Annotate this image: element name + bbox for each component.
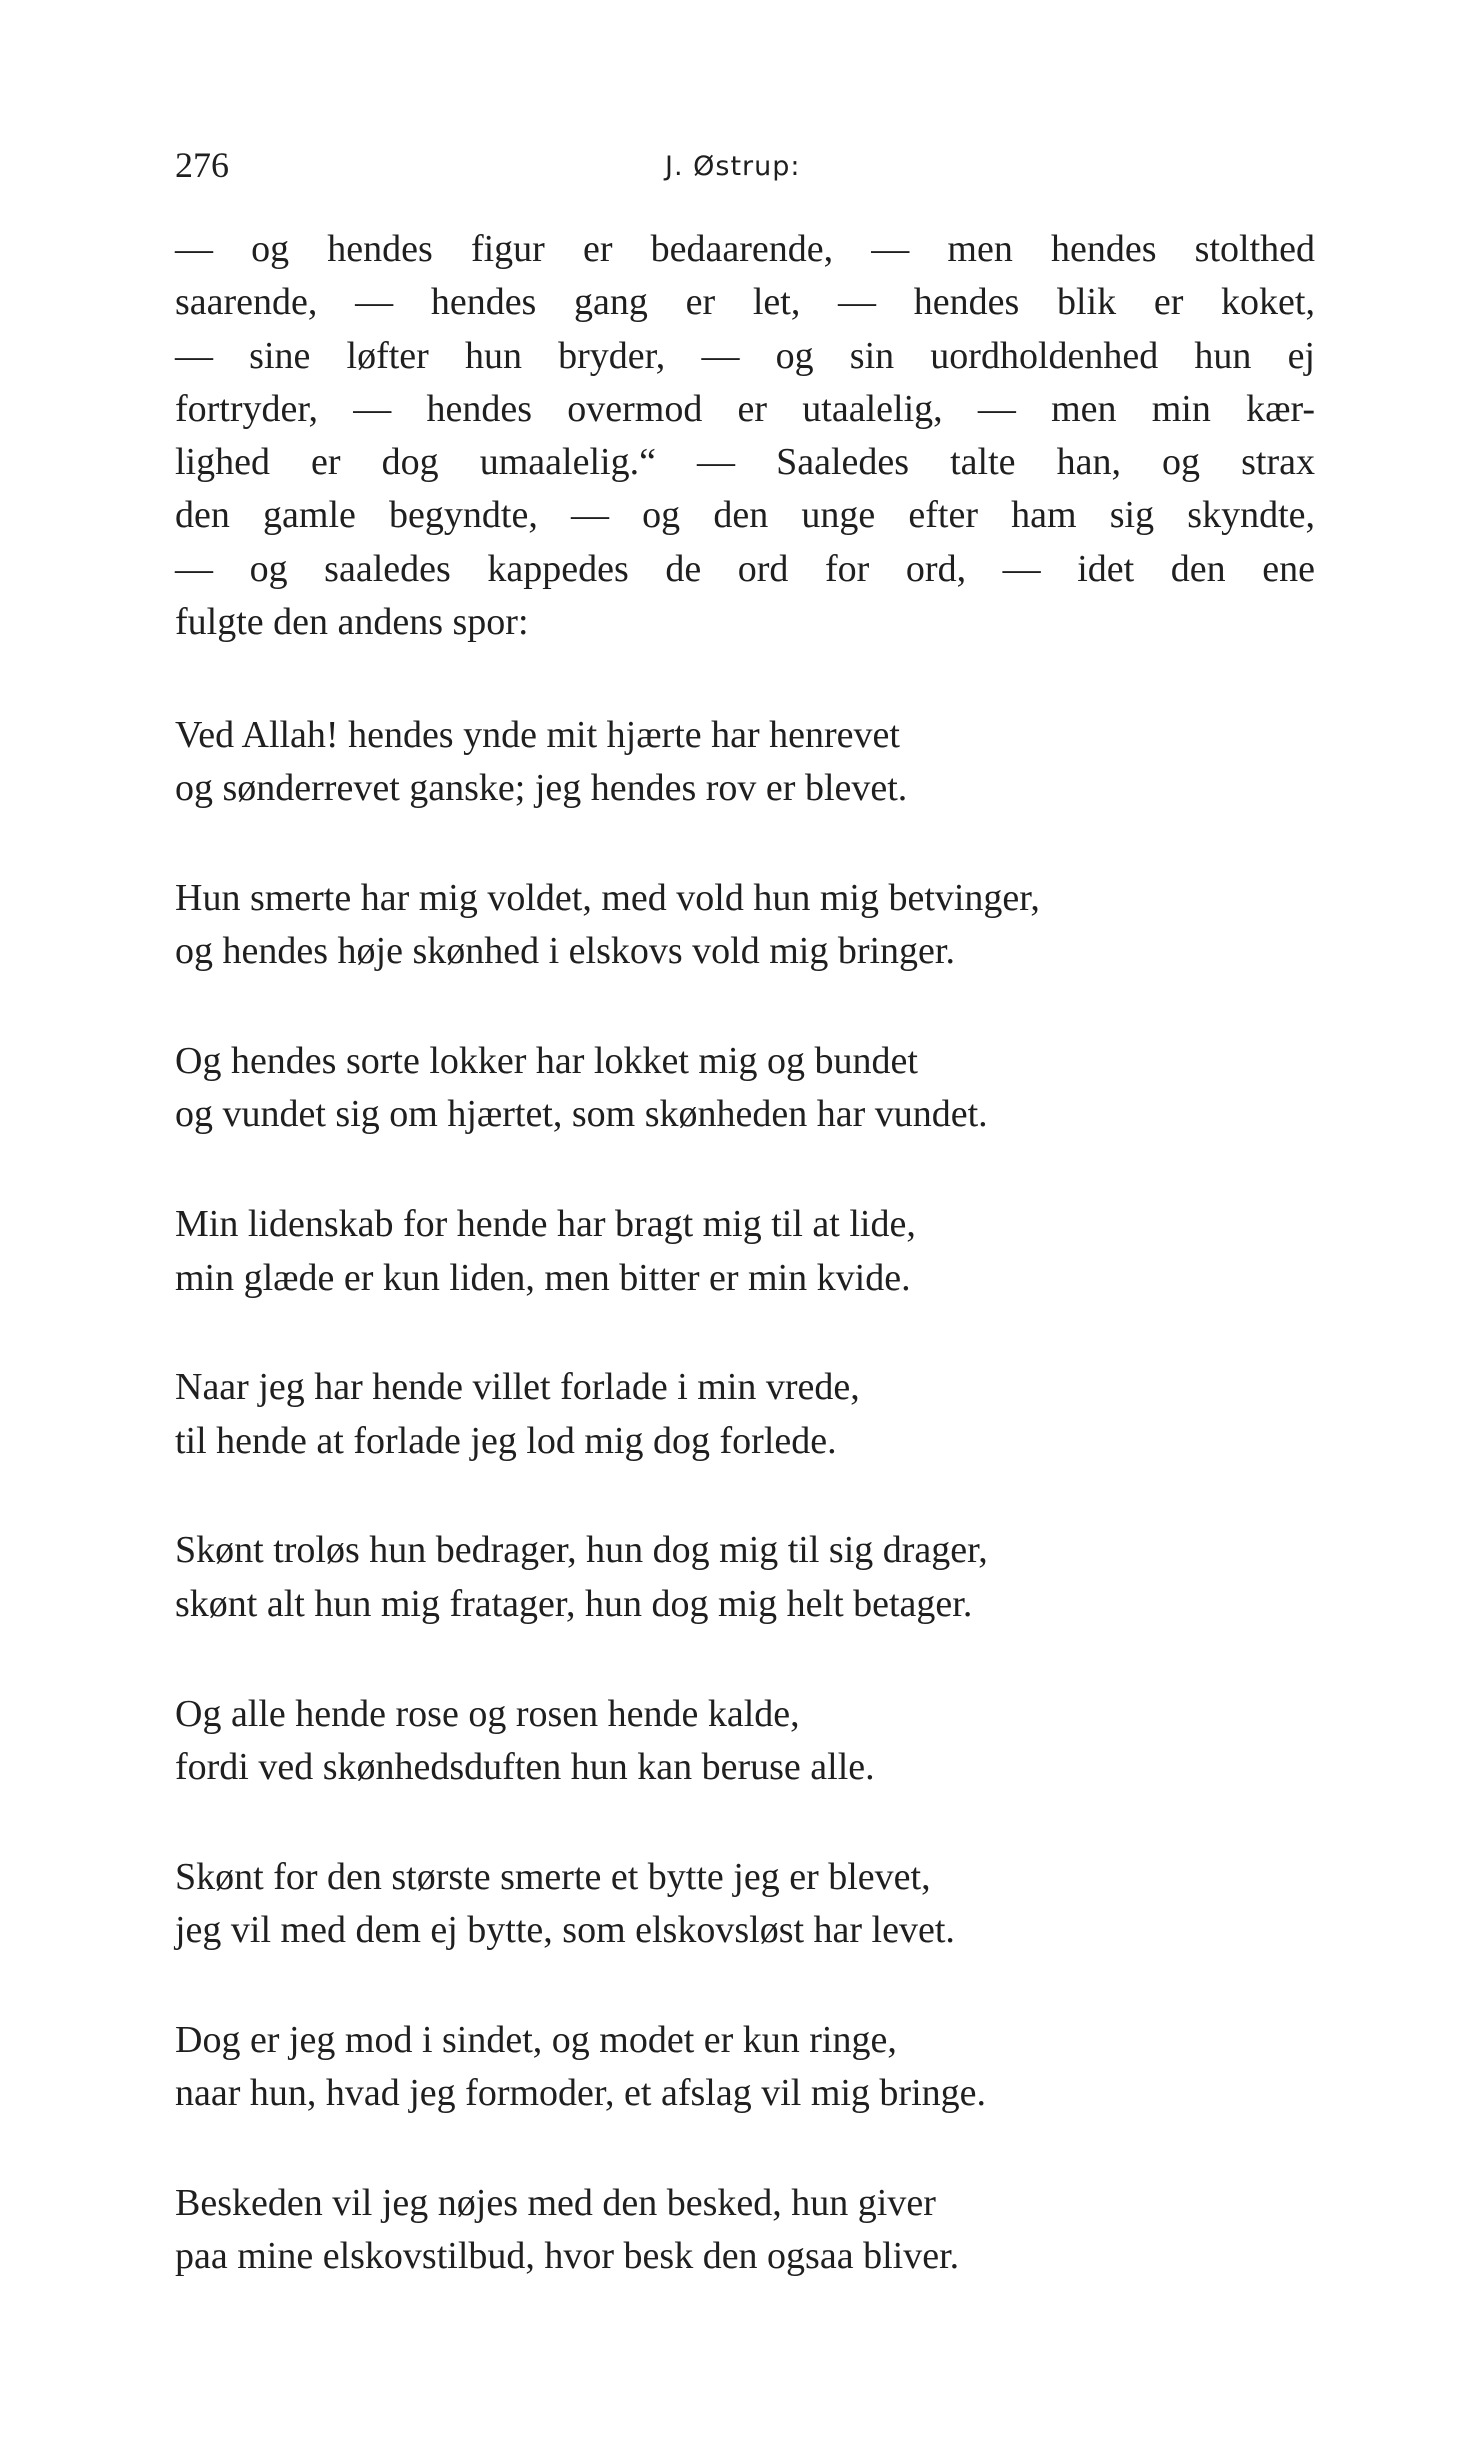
stanza <box>175 1035 1315 1142</box>
poem <box>175 709 1315 2340</box>
prose-line: fortryder, — hendes overmod er utaalelig, — men min kær- <box>175 387 1315 430</box>
verse-line: Skønt for den største smerte et bytte jeg er blevet, <box>175 1855 931 1898</box>
stanza <box>175 1688 1315 1795</box>
stanza <box>175 1524 1315 1631</box>
prose-line: — og hendes figur er bedaarende, — men hendes stolthed <box>175 228 1315 270</box>
stanza <box>175 872 1315 979</box>
verse-line: Min lidenskab for hende har bragt mig til at lide, <box>175 1203 916 1246</box>
verse-line: og hendes høje skønhed i elskovs vold mig bringer. <box>175 930 955 973</box>
running-head: J. Østrup: <box>665 151 801 182</box>
stanza <box>175 1198 1315 1305</box>
verse-line: paa mine elskovstilbud, hvor besk den ogsaa bliver. <box>175 2235 960 2278</box>
prose-line: — og saaledes kappedes de ord for ord, — idet den ene <box>175 547 1315 590</box>
stanza <box>175 1851 1315 1958</box>
stanza <box>175 2014 1315 2121</box>
page-header <box>175 140 1315 190</box>
verse-line: Hun smerte har mig voldet, med vold hun mig betvinger, <box>175 877 1040 920</box>
verse-line: Og hendes sorte lokker har lokket mig og bundet <box>175 1040 918 1083</box>
stanza <box>175 1361 1315 1468</box>
prose-line: lighed er dog umaalelig.“ — Saaledes talte han, og strax <box>175 441 1315 484</box>
stanza <box>175 709 1315 816</box>
verse-line: jeg vil med dem ej bytte, som elskovsløst har levet. <box>175 1908 955 1951</box>
verse-line: naar hun, hvad jeg formoder, et afslag vil mig bringe. <box>175 2072 987 2115</box>
verse-line: Skønt troløs hun bedrager, hun dog mig til sig drager, <box>175 1529 988 1572</box>
prose-line: den gamle begyndte, — og den unge efter ham sig skyndte, <box>175 494 1315 537</box>
stanza <box>175 2177 1315 2284</box>
verse-line: og vundet sig om hjærtet, som skønheden har vundet. <box>175 1093 988 1136</box>
verse-line: min glæde er kun liden, men bitter er min kvide. <box>175 1256 911 1299</box>
prose-paragraph <box>175 223 1315 649</box>
prose-line: — sine løfter hun bryder, — og sin uordholdenhed hun ej <box>175 334 1315 377</box>
verse-line: skønt alt hun mig fratager, hun dog mig helt betager. <box>175 1582 973 1625</box>
verse-line: fordi ved skønhedsduften hun kan beruse alle. <box>175 1745 875 1788</box>
verse-line: Ved Allah! hendes ynde mit hjærte har henrevet <box>175 714 900 756</box>
prose-line: fulgte den andens spor: <box>175 601 529 644</box>
prose-line: saarende, — hendes gang er let, — hendes blik er koket, <box>175 281 1315 324</box>
verse-line: Dog er jeg mod i sindet, og modet er kun ringe, <box>175 2018 897 2061</box>
verse-line: Og alle hende rose og rosen hende kalde, <box>175 1692 800 1735</box>
page-number: 276 <box>175 145 229 185</box>
verse-line: og sønderrevet ganske; jeg hendes rov er blevet. <box>175 767 908 810</box>
verse-line: Naar jeg har hende villet forlade i min vrede, <box>175 1366 860 1409</box>
verse-line: til hende at forlade jeg lod mig dog forlede. <box>175 1419 837 1462</box>
verse-line: Beskeden vil jeg nøjes med den besked, hun giver <box>175 2181 936 2224</box>
